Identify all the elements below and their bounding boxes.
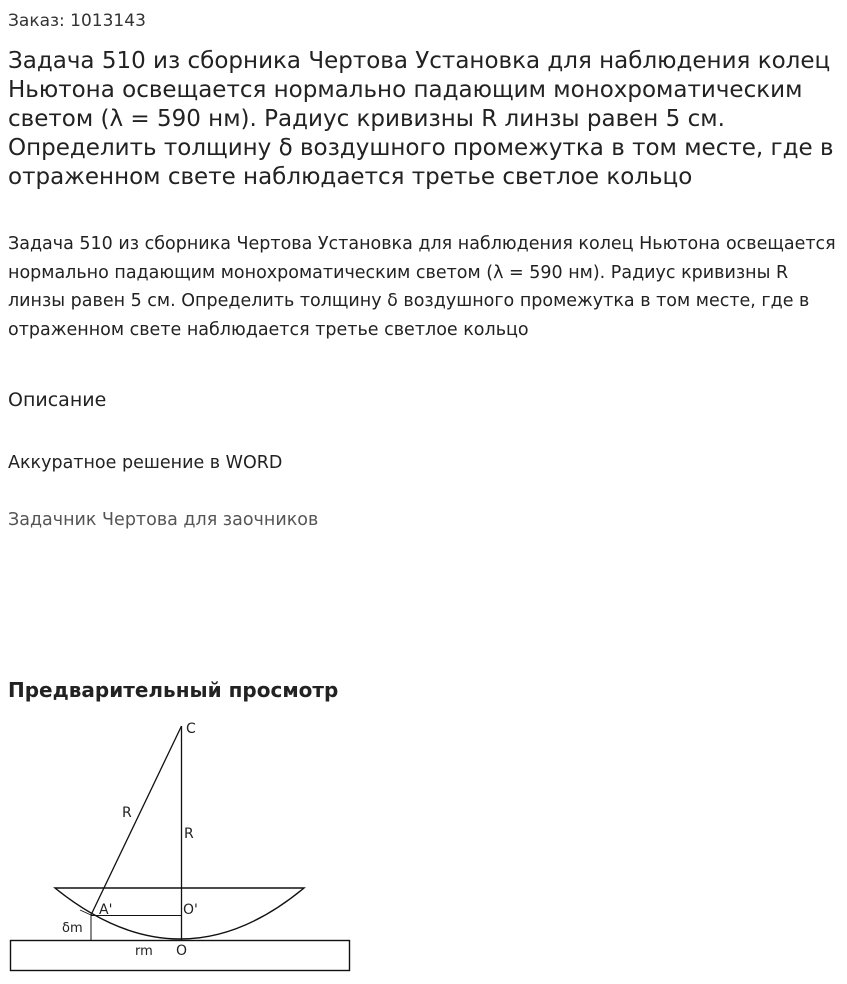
category-link[interactable]: Задачник Чертова для заочников	[8, 510, 319, 530]
label-r-m: rm	[135, 944, 153, 959]
page-title: Задача 510 из сборника Чертова Установка для наблюдения колец Ньютона освещается нормально падающим монохроматическим светом (λ = 590 нм). Радиус кривизны R линзы равен 5 см. Определить толщину δ воздушного промежутка в том месте, где в отраженном свете наблюдается третье светлое кольцо	[8, 48, 834, 190]
inclined-radius-line	[91, 726, 182, 915]
label-o: O	[176, 943, 188, 959]
label-r-vertical: R	[184, 826, 194, 842]
label-o-prime: O'	[183, 902, 198, 918]
newton-rings-diagram	[0, 710, 370, 984]
preview-heading: Предварительный просмотр	[8, 678, 339, 702]
label-r-incline: R	[122, 805, 132, 821]
problem-text: Задача 510 из сборника Чертова Установка для наблюдения колец Ньютона освещается нормально падающим монохроматическим светом (λ = 590 нм). Радиус кривизны R линзы равен 5 см. Определить толщину δ воздушного промежутка в том месте, где в отраженном свете наблюдается третье светлое кольцо	[8, 234, 836, 340]
label-a-prime: A'	[99, 902, 113, 918]
order-number: Заказ: 1013143	[8, 11, 146, 31]
description-text: Аккуратное решение в WORD	[8, 453, 283, 473]
description-heading: Описание	[8, 389, 107, 411]
label-delta-m: δm	[62, 921, 83, 936]
label-c: C	[186, 721, 196, 737]
